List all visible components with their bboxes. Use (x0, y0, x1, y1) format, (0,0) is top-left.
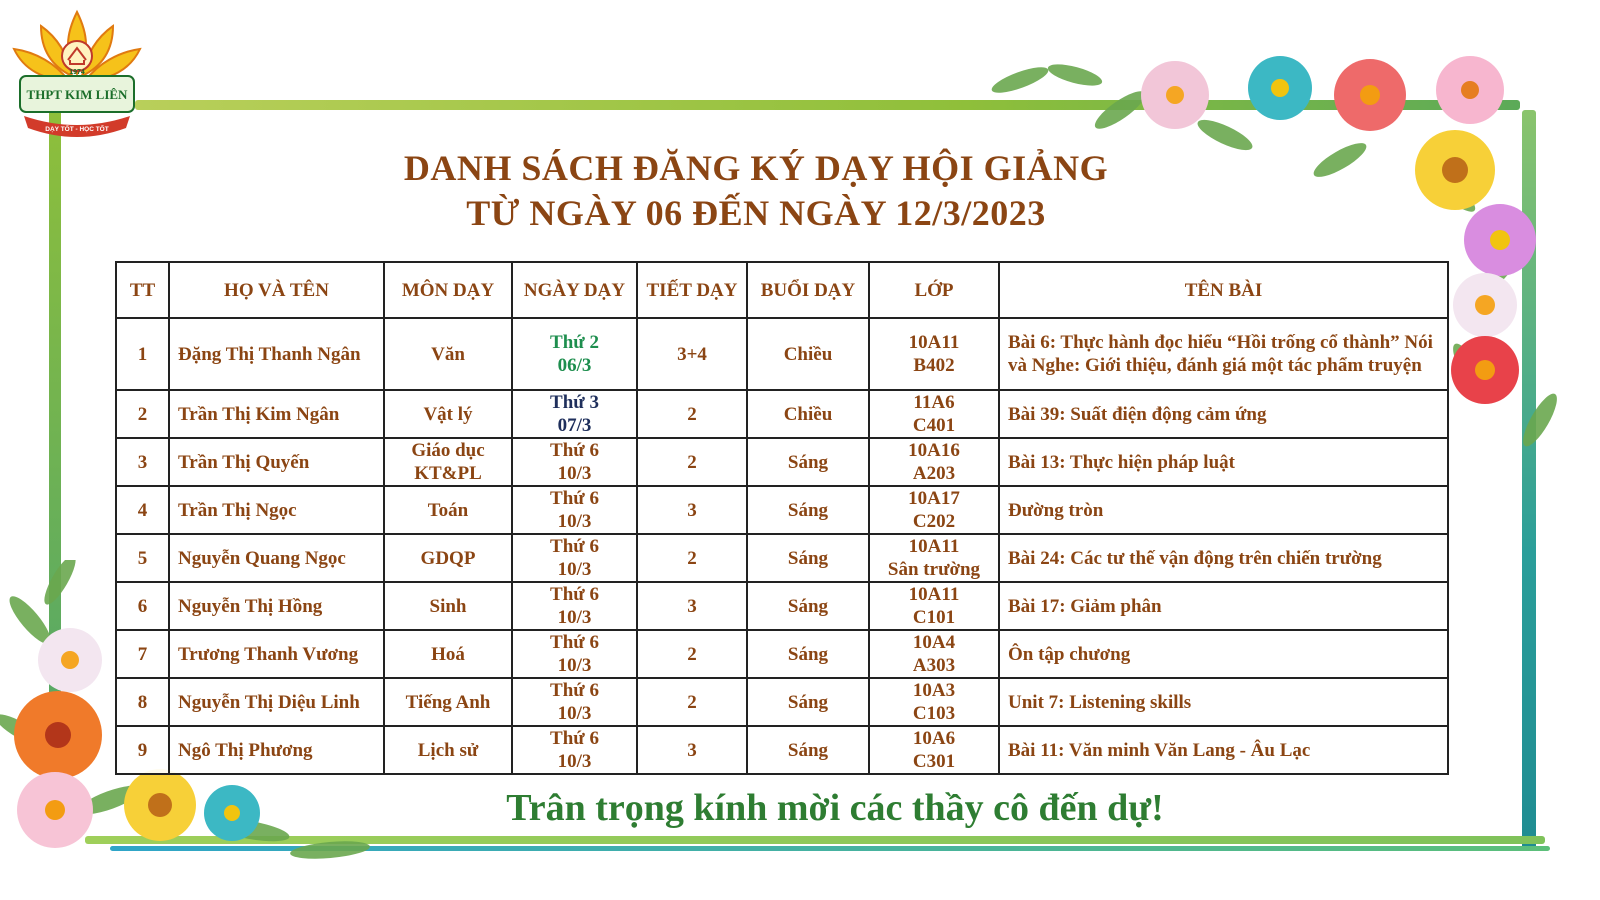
cell-day-date: 10/3 (557, 751, 592, 772)
cell-subject: Văn (384, 318, 512, 390)
flower-white (1453, 273, 1517, 337)
cell-class (869, 318, 999, 390)
school-logo (6, 4, 148, 150)
cell-class-name: 11A6 (913, 392, 955, 413)
cell-lesson: Bài 13: Thực hiện pháp luật (999, 438, 1448, 486)
flower-white-small (38, 628, 102, 692)
cell-class-name: 10A16 (908, 440, 960, 461)
cell-day: Thứ 6 (550, 680, 599, 701)
header-name: HỌ VÀ TÊN (169, 262, 384, 318)
cell-subject: Vật lý (384, 390, 512, 438)
cell-class-name: 10A11 (908, 332, 960, 353)
cell-subject: Lịch sử (384, 726, 512, 774)
cell-name: Nguyễn Thị Hồng (169, 582, 384, 630)
header-lesson: TÊN BÀI (999, 262, 1448, 318)
cell-session: Sáng (747, 678, 869, 726)
cell-tt: 5 (116, 534, 169, 582)
header-class: LỚP (869, 262, 999, 318)
cell-period: 2 (637, 390, 747, 438)
cell-day-date: 10/3 (557, 655, 592, 676)
cell-day-date: 06/3 (557, 355, 592, 376)
flower-red (1334, 59, 1406, 131)
cell-class-name: 10A6 (912, 728, 956, 749)
cell-room: Sân trường (887, 559, 981, 580)
cell-tt: 4 (116, 486, 169, 534)
cell-day: Thứ 6 (550, 440, 599, 461)
cell-date (512, 534, 637, 582)
cell-period: 3 (637, 582, 747, 630)
cell-period: 2 (637, 438, 747, 486)
registration-table (115, 261, 1449, 775)
logo-motto: DẠY TỐT - HỌC TỐT (45, 126, 109, 133)
cell-room: A303 (912, 655, 956, 676)
cell-day: Thứ 3 (550, 392, 599, 413)
cell-lesson: Bài 17: Giảm phân (999, 582, 1448, 630)
flower-orange (14, 691, 102, 779)
closing-invitation: Trân trọng kính mời các thầy cô đến dự! (506, 787, 1164, 829)
cell-day: Thứ 6 (550, 728, 599, 749)
cell-lesson: Bài 11: Văn minh Văn Lang - Âu Lạc (999, 726, 1448, 774)
cell-lesson: Bài 39: Suất điện động cảm ứng (999, 390, 1448, 438)
cell-lesson: Bài 6: Thực hành đọc hiểu “Hồi trống cổ thành” Nói và Nghe: Giới thiệu, đánh giá một tác phẩm truyện (999, 318, 1448, 390)
cell-lesson: Unit 7: Listening skills (999, 678, 1448, 726)
header-date: NGÀY DẠY (512, 262, 637, 318)
table-row (116, 534, 1448, 582)
cell-name: Nguyễn Thị Diệu Linh (169, 678, 384, 726)
cell-day-date: 10/3 (557, 511, 592, 532)
cell-tt: 6 (116, 582, 169, 630)
cell-day-date: 07/3 (557, 415, 592, 436)
cell-session: Sáng (747, 534, 869, 582)
table-row (116, 438, 1448, 486)
cell-period: 3+4 (637, 318, 747, 390)
page-title: DANH SÁCH ĐĂNG KÝ DẠY HỘI GIẢNG (403, 148, 1109, 188)
header-tt: TT (116, 262, 169, 318)
logo-year: 1974 (69, 69, 85, 76)
table-row (116, 726, 1448, 774)
cell-class-name: 10A3 (912, 680, 956, 701)
cell-room: C202 (912, 511, 956, 532)
cell-subject: Sinh (384, 582, 512, 630)
cell-class (869, 438, 999, 486)
cell-session: Chiều (747, 390, 869, 438)
cell-class (869, 678, 999, 726)
table-header-row (116, 262, 1448, 318)
cell-room: C101 (912, 607, 956, 628)
header-period: TIẾT DẠY (637, 262, 747, 318)
cell-name: Trần Thị Ngọc (169, 486, 384, 534)
cell-period: 3 (637, 726, 747, 774)
cell-name: Đặng Thị Thanh Ngân (169, 318, 384, 390)
flower-pink-light (1436, 56, 1504, 124)
cell-class (869, 486, 999, 534)
cell-class (869, 390, 999, 438)
table-row (116, 582, 1448, 630)
cell-date (512, 486, 637, 534)
logo-emblem (62, 41, 92, 71)
cell-day: Thứ 6 (550, 632, 599, 653)
cell-class-name: 10A11 (908, 536, 960, 557)
page-subtitle-dates: TỪ NGÀY 06 ĐẾN NGÀY 12/3/2023 (466, 193, 1046, 233)
cell-day: Thứ 6 (550, 584, 599, 605)
header-subject: MÔN DẠY (384, 262, 512, 318)
cell-date (512, 630, 637, 678)
cell-room: A203 (912, 463, 956, 484)
cell-session: Sáng (747, 438, 869, 486)
table-row (116, 486, 1448, 534)
table-row (116, 630, 1448, 678)
cell-room: B402 (913, 355, 955, 376)
cell-class (869, 582, 999, 630)
cell-day: Thứ 2 (550, 332, 599, 353)
cell-session: Sáng (747, 630, 869, 678)
cell-day-date: 10/3 (557, 607, 592, 628)
cell-class-name: 10A4 (912, 632, 956, 653)
cell-lesson: Bài 24: Các tư thế vận động trên chiến trường (999, 534, 1448, 582)
cell-session: Chiều (747, 318, 869, 390)
table-row (116, 678, 1448, 726)
cell-date (512, 726, 637, 774)
cell-room: C103 (912, 703, 956, 724)
cell-subject: Tiếng Anh (384, 678, 512, 726)
cell-date (512, 318, 637, 390)
cell-class (869, 534, 999, 582)
cell-date (512, 582, 637, 630)
cell-day: Thứ 6 (550, 536, 599, 557)
cell-class (869, 630, 999, 678)
cell-date (512, 678, 637, 726)
cell-lesson: Đường tròn (999, 486, 1448, 534)
table-row (116, 318, 1448, 390)
cell-tt: 9 (116, 726, 169, 774)
cell-day: Thứ 6 (550, 488, 599, 509)
cell-name: Trần Thị Kim Ngân (169, 390, 384, 438)
cell-subject: Giáo dục KT&PL (384, 438, 512, 486)
cell-period: 2 (637, 534, 747, 582)
cell-day-date: 10/3 (557, 559, 592, 580)
cell-session: Sáng (747, 726, 869, 774)
cell-tt: 2 (116, 390, 169, 438)
cell-room: C401 (912, 415, 956, 436)
cell-date (512, 390, 637, 438)
logo-school-name: THPT KIM LIÊN (26, 87, 128, 102)
cell-room: C301 (912, 751, 956, 772)
cell-name: Nguyễn Quang Ngọc (169, 534, 384, 582)
cell-session: Sáng (747, 582, 869, 630)
cell-day-date: 10/3 (557, 463, 592, 484)
flower-red-small (1451, 336, 1519, 404)
flower-teal (1248, 56, 1312, 120)
cell-subject: Toán (384, 486, 512, 534)
cell-period: 2 (637, 630, 747, 678)
cell-subject: Hoá (384, 630, 512, 678)
cell-class-name: 10A17 (908, 488, 960, 509)
cell-name: Trần Thị Quyến (169, 438, 384, 486)
cell-period: 2 (637, 678, 747, 726)
cell-class (869, 726, 999, 774)
cell-date (512, 438, 637, 486)
header-session: BUỔI DẠY (747, 262, 869, 318)
cell-lesson: Ôn tập chương (999, 630, 1448, 678)
cell-period: 3 (637, 486, 747, 534)
cell-tt: 8 (116, 678, 169, 726)
cell-tt: 3 (116, 438, 169, 486)
table-row (116, 390, 1448, 438)
cell-subject: GDQP (384, 534, 512, 582)
cell-session: Sáng (747, 486, 869, 534)
cell-class-name: 10A11 (908, 584, 960, 605)
cell-tt: 7 (116, 630, 169, 678)
cell-name: Ngô Thị Phương (169, 726, 384, 774)
cell-name: Trương Thanh Vương (169, 630, 384, 678)
cell-day-date: 10/3 (557, 703, 592, 724)
cell-tt: 1 (116, 318, 169, 390)
flower-pink (1141, 61, 1209, 129)
